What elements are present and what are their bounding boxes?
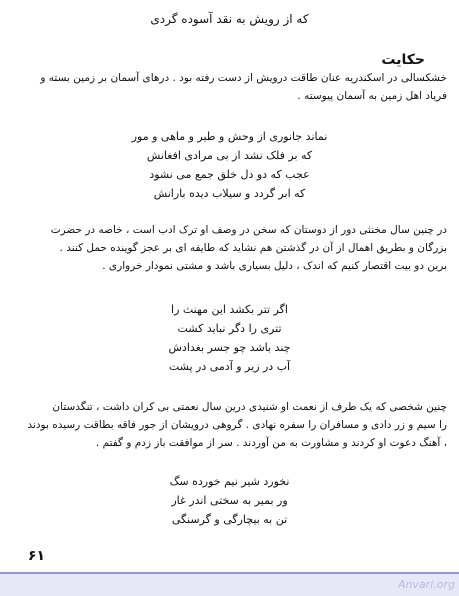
paragraph-line: را سیم و زر دادی و مسافران را سفره نهادی . گروهی درویشان از جور فاقه بطاقت رسیده بودند <box>27 419 447 431</box>
paragraph-3 <box>18 398 447 452</box>
section-heading: حکایت <box>381 52 425 68</box>
paragraph-line: ، آهنگ دعوت او کردند و مشاورت به من آوردند . سر از موافقت باز زدم و گفتم . <box>95 437 447 449</box>
verse-line: که بر فلک نشد از بی مرادی افغانش <box>146 149 313 162</box>
verse-line: تتری را دگر نباید کشت <box>177 322 282 335</box>
paragraph-line: چنین شخصی که یک طرف از نعمت او شنیدی درین سال نعمتی بی کران داشت ، تنگدستان <box>52 401 447 413</box>
verse-line: که ابر گردد و سیلاب دیده بارانش <box>153 187 306 200</box>
paragraph-2 <box>18 221 447 275</box>
page-number: ۶۱ <box>28 548 46 564</box>
verse-line: عجب که دو دل خلق جمع می نشود <box>149 168 310 181</box>
verse-line: تن به بیچارگی و گرسنگی <box>171 513 288 526</box>
poem-3 <box>0 472 459 529</box>
poem-1 <box>0 127 459 203</box>
verse-line: اگر تتر بکشد این مهنث را <box>171 303 288 316</box>
poem-2 <box>0 300 459 376</box>
footer-bar <box>0 572 459 596</box>
verse-line: نماند جانوری از وحش و طیر و ماهی و مور <box>131 130 328 143</box>
paragraph-line: بزرگان و بطریق اهمال از آن در گذشتن هم نشاید که طایفه ای بر عجز گوینده حمل کنند . <box>59 242 447 254</box>
verse-line: نخورد شیر نیم خورده سگ <box>169 475 290 488</box>
paragraph-line: فریاد اهل زمین به آسمان پیوسته . <box>297 90 447 102</box>
verse-line: آب در زیر و آدمی در پشت <box>168 360 291 373</box>
verse-line: ور بمیر به سختی اندر غار <box>171 494 288 507</box>
site-watermark: Anvari.org <box>397 578 455 591</box>
paragraph-line: خشکسالی در اسکندریه عنان طاقت درویش از دست رفته بود . درهای آسمان بر زمین بسته و <box>40 72 447 84</box>
paragraph-line: در چنین سال مخنثی دور از دوستان که سخن در وصف او ترک ادب است ، خاصه در حضرت <box>50 224 447 236</box>
verse-line: چند باشد چو جسر بغدادش <box>168 341 291 354</box>
paragraph-1 <box>18 69 447 105</box>
paragraph-line: برین دو بیت اقتصار کنیم که اندک ، دلیل بسیاری باشد و مشتی نمودار خرواری . <box>102 260 447 272</box>
top-verse-line: که از رویش به نقد آسوده گردی <box>150 12 309 26</box>
